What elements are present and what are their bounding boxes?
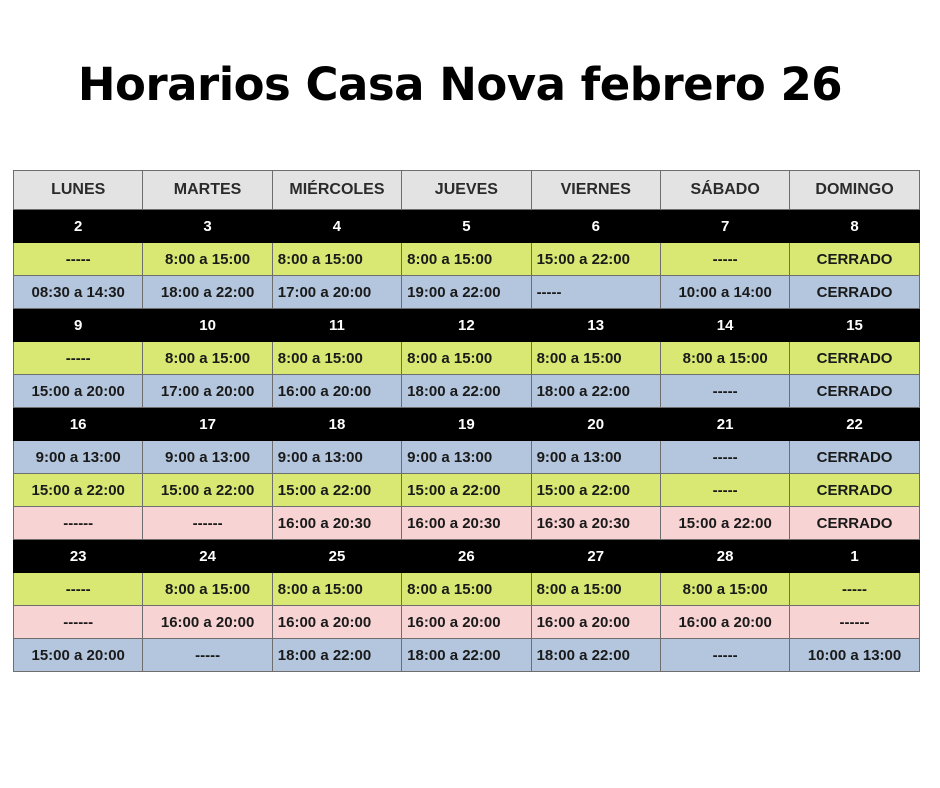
schedule-cell: 15:00 a 22:00 bbox=[272, 474, 401, 507]
schedule-row-pink bbox=[14, 507, 920, 540]
schedule-cell: 08:30 a 14:30 bbox=[14, 276, 143, 309]
day-number-cell: 9 bbox=[14, 309, 143, 342]
day-number-cell: 21 bbox=[660, 408, 789, 441]
schedule-cell: 9:00 a 13:00 bbox=[14, 441, 143, 474]
schedule-cell: ----- bbox=[660, 441, 789, 474]
schedule-cell: 19:00 a 22:00 bbox=[402, 276, 531, 309]
schedule-cell: 15:00 a 22:00 bbox=[531, 243, 660, 276]
weekday-header: DOMINGO bbox=[790, 171, 919, 210]
schedule-cell: 15:00 a 22:00 bbox=[531, 474, 660, 507]
weekday-header-row bbox=[14, 171, 920, 210]
schedule-cell: 8:00 a 15:00 bbox=[402, 573, 531, 606]
schedule-cell: 15:00 a 22:00 bbox=[14, 474, 143, 507]
day-number-cell: 24 bbox=[143, 540, 272, 573]
day-number-cell: 11 bbox=[272, 309, 401, 342]
schedule-cell: 9:00 a 13:00 bbox=[531, 441, 660, 474]
schedule-row-blue bbox=[14, 441, 920, 474]
day-number-cell: 10 bbox=[143, 309, 272, 342]
weekday-header: MIÉRCOLES bbox=[272, 171, 401, 210]
weekday-header: SÁBADO bbox=[660, 171, 789, 210]
weekday-header: MARTES bbox=[143, 171, 272, 210]
schedule-cell: 9:00 a 13:00 bbox=[143, 441, 272, 474]
schedule-cell: 9:00 a 13:00 bbox=[402, 441, 531, 474]
day-number-cell: 20 bbox=[531, 408, 660, 441]
schedule-cell: 8:00 a 15:00 bbox=[402, 243, 531, 276]
day-number-row bbox=[14, 408, 920, 441]
schedule-cell: 15:00 a 20:00 bbox=[14, 639, 143, 672]
day-number-cell: 22 bbox=[790, 408, 919, 441]
schedule-cell: 16:00 a 20:30 bbox=[272, 507, 401, 540]
schedule-cell: 10:00 a 13:00 bbox=[790, 639, 919, 672]
schedule-cell: 18:00 a 22:00 bbox=[272, 639, 401, 672]
schedule-cell: ------ bbox=[14, 507, 143, 540]
schedule-cell: ----- bbox=[14, 243, 143, 276]
day-number-cell: 17 bbox=[143, 408, 272, 441]
schedule-cell: 17:00 a 20:00 bbox=[272, 276, 401, 309]
day-number-cell: 5 bbox=[402, 210, 531, 243]
day-number-cell: 16 bbox=[14, 408, 143, 441]
schedule-row-green bbox=[14, 243, 920, 276]
schedule-cell: 18:00 a 22:00 bbox=[402, 375, 531, 408]
page-title: Horarios Casa Nova febrero 26 bbox=[77, 58, 843, 111]
schedule-cell: ----- bbox=[660, 474, 789, 507]
schedule-cell: ----- bbox=[14, 573, 143, 606]
day-number-cell: 28 bbox=[660, 540, 789, 573]
schedule-cell: 15:00 a 22:00 bbox=[660, 507, 789, 540]
schedule-body bbox=[14, 210, 920, 672]
day-number-cell: 25 bbox=[272, 540, 401, 573]
schedule-cell: 15:00 a 22:00 bbox=[402, 474, 531, 507]
schedule-cell: ----- bbox=[660, 375, 789, 408]
schedule-cell: 16:00 a 20:00 bbox=[660, 606, 789, 639]
schedule-row-green bbox=[14, 573, 920, 606]
day-number-cell: 23 bbox=[14, 540, 143, 573]
schedule-cell: 15:00 a 20:00 bbox=[14, 375, 143, 408]
schedule-cell: ------ bbox=[790, 606, 919, 639]
schedule-cell: ------ bbox=[143, 507, 272, 540]
schedule-cell: 10:00 a 14:00 bbox=[660, 276, 789, 309]
schedule-cell: 15:00 a 22:00 bbox=[143, 474, 272, 507]
schedule-cell: 16:30 a 20:30 bbox=[531, 507, 660, 540]
schedule-row-green bbox=[14, 342, 920, 375]
schedule-cell: 16:00 a 20:00 bbox=[531, 606, 660, 639]
day-number-cell: 15 bbox=[790, 309, 919, 342]
day-number-cell: 14 bbox=[660, 309, 789, 342]
schedule-table bbox=[13, 170, 920, 672]
schedule-cell: 8:00 a 15:00 bbox=[272, 342, 401, 375]
schedule-cell: 18:00 a 22:00 bbox=[531, 639, 660, 672]
schedule-cell: 18:00 a 22:00 bbox=[531, 375, 660, 408]
schedule-cell: ----- bbox=[660, 639, 789, 672]
schedule-cell: CERRADO bbox=[790, 276, 919, 309]
schedule-cell: CERRADO bbox=[790, 342, 919, 375]
schedule-cell: 8:00 a 15:00 bbox=[143, 243, 272, 276]
day-number-row bbox=[14, 210, 920, 243]
schedule-cell: 18:00 a 22:00 bbox=[402, 639, 531, 672]
schedule-cell: ----- bbox=[790, 573, 919, 606]
schedule-cell: 16:00 a 20:00 bbox=[272, 606, 401, 639]
day-number-cell: 19 bbox=[402, 408, 531, 441]
schedule-cell: CERRADO bbox=[790, 243, 919, 276]
schedule-cell: 8:00 a 15:00 bbox=[143, 342, 272, 375]
weekday-header: LUNES bbox=[14, 171, 143, 210]
day-number-cell: 6 bbox=[531, 210, 660, 243]
schedule-row-green bbox=[14, 474, 920, 507]
schedule-cell: 16:00 a 20:00 bbox=[402, 606, 531, 639]
schedule-row-blue bbox=[14, 276, 920, 309]
day-number-cell: 7 bbox=[660, 210, 789, 243]
schedule-cell: 16:00 a 20:00 bbox=[143, 606, 272, 639]
day-number-cell: 4 bbox=[272, 210, 401, 243]
schedule-row-blue bbox=[14, 639, 920, 672]
schedule-cell: 9:00 a 13:00 bbox=[272, 441, 401, 474]
schedule-cell: 8:00 a 15:00 bbox=[143, 573, 272, 606]
weekday-header: JUEVES bbox=[402, 171, 531, 210]
schedule-cell: CERRADO bbox=[790, 507, 919, 540]
day-number-cell: 12 bbox=[402, 309, 531, 342]
day-number-cell: 1 bbox=[790, 540, 919, 573]
schedule-cell: 8:00 a 15:00 bbox=[660, 573, 789, 606]
schedule-cell: 8:00 a 15:00 bbox=[531, 573, 660, 606]
schedule-cell: CERRADO bbox=[790, 375, 919, 408]
schedule-cell: 8:00 a 15:00 bbox=[402, 342, 531, 375]
schedule-cell: 18:00 a 22:00 bbox=[143, 276, 272, 309]
day-number-row bbox=[14, 309, 920, 342]
schedule-cell: ----- bbox=[143, 639, 272, 672]
schedule-cell: 8:00 a 15:00 bbox=[272, 243, 401, 276]
weekday-header: VIERNES bbox=[531, 171, 660, 210]
schedule-cell: 16:00 a 20:30 bbox=[402, 507, 531, 540]
schedule-cell: ----- bbox=[531, 276, 660, 309]
day-number-cell: 8 bbox=[790, 210, 919, 243]
schedule-cell: 8:00 a 15:00 bbox=[660, 342, 789, 375]
day-number-cell: 18 bbox=[272, 408, 401, 441]
schedule-cell: 16:00 a 20:00 bbox=[272, 375, 401, 408]
day-number-cell: 26 bbox=[402, 540, 531, 573]
schedule-cell: CERRADO bbox=[790, 441, 919, 474]
day-number-cell: 27 bbox=[531, 540, 660, 573]
day-number-cell: 3 bbox=[143, 210, 272, 243]
schedule-row-blue bbox=[14, 375, 920, 408]
schedule-cell: ----- bbox=[660, 243, 789, 276]
schedule-cell: CERRADO bbox=[790, 474, 919, 507]
day-number-cell: 13 bbox=[531, 309, 660, 342]
schedule-cell: ------ bbox=[14, 606, 143, 639]
schedule-cell: 8:00 a 15:00 bbox=[272, 573, 401, 606]
day-number-cell: 2 bbox=[14, 210, 143, 243]
schedule-row-pink bbox=[14, 606, 920, 639]
schedule-cell: 8:00 a 15:00 bbox=[531, 342, 660, 375]
schedule-cell: 17:00 a 20:00 bbox=[143, 375, 272, 408]
day-number-row bbox=[14, 540, 920, 573]
schedule-cell: ----- bbox=[14, 342, 143, 375]
